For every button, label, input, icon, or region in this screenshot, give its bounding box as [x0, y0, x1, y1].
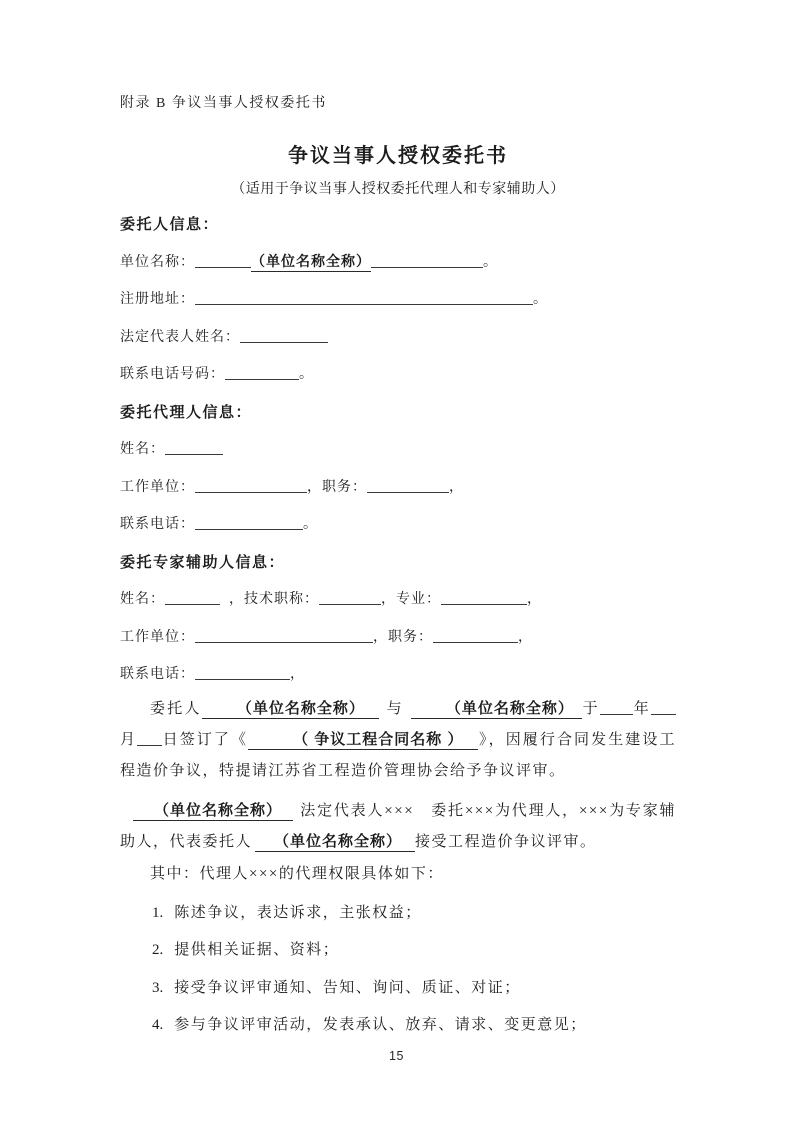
principal-phone-row: [120, 356, 676, 394]
expert-major-label: ，专业：: [381, 592, 441, 607]
expert-position-label: ，职务：: [373, 629, 433, 645]
agreement-tail-text: 》，因履行合同发生建设工程造价争议，特提请江苏省工程造价管理协会给予争议评审。: [120, 731, 676, 779]
list-item-text: 接受争议评审通知、告知、询问、质证、对证；: [174, 979, 521, 996]
unit-name-label: 单位名称：: [120, 254, 195, 270]
agent-position-comma: ，: [449, 479, 464, 495]
authorization-principal-placeholder-2: （单位名称全称）: [255, 832, 415, 852]
legal-rep-name-blank: [240, 328, 328, 343]
agent-position-label: ，职务：: [307, 479, 367, 495]
expert-name-label: 姓名：: [120, 592, 165, 607]
list-item: [120, 970, 676, 1008]
agreement-year-blank: [600, 700, 633, 715]
list-item: [120, 932, 676, 970]
agent-phone-row: [120, 506, 676, 544]
unit-name-placeholder: （单位名称全称）: [251, 252, 371, 272]
page-number: 15: [389, 1049, 404, 1063]
expert-major-blank: [441, 590, 527, 605]
agent-position-blank: [367, 478, 449, 493]
form-body: [120, 206, 676, 694]
agreement-date-prefix: 于: [581, 700, 600, 717]
list-item-text: 参与争议评审活动，发表承认、放弃、请求、变更意见；: [174, 1017, 587, 1033]
agent-phone-period: 。: [303, 517, 318, 532]
list-item-number: 1.: [152, 904, 164, 921]
expert-major-comma: ，: [527, 592, 542, 607]
legal-rep-name-row: [120, 319, 676, 357]
list-item-text: 陈述争议，表达诉求，主张权益；: [174, 904, 422, 921]
principal-phone-label: 联系电话号码：: [120, 367, 225, 382]
expert-tech-title-label: ，技术职称：: [229, 592, 319, 607]
agreement-paragraph: [120, 694, 676, 787]
authorization-tail-text: 接受工程造价争议评审。: [415, 833, 597, 850]
registered-address-row: [120, 281, 676, 319]
agreement-month-blank: [651, 700, 676, 715]
agent-section-heading: 委托代理人信息：: [120, 403, 253, 421]
document-title: 争议当事人授权委托书: [288, 145, 508, 167]
scope-intro: 其中：代理人×××的代理权限具体如下：: [150, 865, 444, 882]
expert-phone-comma: ，: [290, 667, 305, 682]
agreement-contract-placeholder: （ 争议工程合同名称 ）: [248, 730, 478, 750]
list-item-number: 4.: [152, 1017, 164, 1033]
principal-section-heading: 委托人信息：: [120, 216, 220, 233]
expert-work-unit-label: 工作单位：: [120, 629, 195, 645]
agent-name-blank: [165, 440, 223, 455]
unit-name-period: 。: [483, 254, 498, 270]
agreement-counterparty-placeholder: （单位名称全称）: [411, 699, 582, 719]
list-item: [120, 895, 676, 933]
agent-name-label: 姓名：: [120, 442, 165, 457]
list-item: [120, 1007, 676, 1045]
principal-phone-blank: [225, 365, 299, 380]
agreement-principal-placeholder: （单位名称全称）: [202, 699, 379, 719]
expert-work-unit-blank: [195, 628, 373, 643]
unit-name-row: [120, 244, 676, 282]
agreement-day-label: 日签订了《: [162, 731, 249, 748]
principal-phone-period: 。: [299, 367, 314, 382]
expert-tech-title-blank: [319, 590, 381, 605]
expert-phone-row: [120, 656, 676, 694]
agent-name-row: [120, 431, 676, 469]
authorization-middle-text: 法定代表人××× 委托×××为代理人，×××为专家辅助人，代表委托人: [120, 802, 676, 850]
expert-position-blank: [433, 628, 518, 643]
scope-list: [120, 895, 676, 1045]
agreement-year-label: 年: [632, 700, 651, 717]
expert-position-comma: ，: [518, 629, 533, 645]
agreement-day-blank: [137, 731, 162, 746]
agreement-lead-text: 委托人: [150, 700, 202, 717]
registered-address-blank: [195, 290, 533, 305]
agent-phone-label: 联系电话：: [120, 517, 195, 532]
document-subtitle: （适用于争议当事人授权委托代理人和专家辅助人）: [231, 182, 565, 197]
expert-name-blank: [165, 590, 220, 605]
agreement-month-label: 月: [120, 731, 138, 748]
unit-name-blank-leading: [195, 253, 251, 268]
expert-work-row: [120, 619, 676, 657]
agent-work-row: [120, 469, 676, 507]
agent-work-unit-label: 工作单位：: [120, 479, 195, 495]
unit-name-blank-trailing: [371, 253, 483, 268]
list-item-number: 3.: [152, 979, 164, 996]
list-item-text: 提供相关证据、资料；: [174, 942, 340, 958]
agreement-conjunction: 与: [385, 700, 404, 717]
authorization-principal-placeholder: （单位名称全称）: [133, 801, 293, 821]
agent-phone-blank: [195, 515, 303, 530]
registered-address-label: 注册地址：: [120, 292, 195, 307]
expert-section-heading: 委托专家辅助人信息：: [120, 553, 286, 571]
expert-name-row: [120, 581, 676, 619]
list-item-number: 2.: [152, 942, 164, 958]
legal-rep-name-label: 法定代表人姓名：: [120, 329, 240, 345]
agent-work-unit-blank: [195, 478, 307, 493]
registered-address-period: 。: [533, 292, 548, 307]
expert-phone-blank: [195, 665, 290, 680]
authorization-paragraph: [120, 796, 676, 858]
appendix-heading: 附录 B 争议当事人授权委托书: [120, 96, 327, 111]
expert-phone-label: 联系电话：: [120, 667, 195, 682]
